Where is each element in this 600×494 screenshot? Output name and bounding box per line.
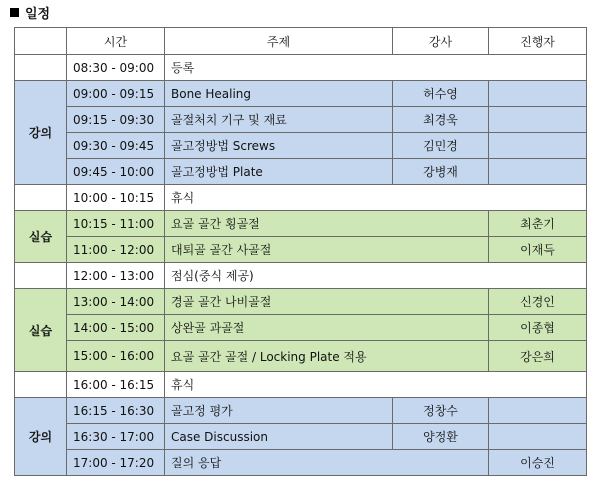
time-cell: 14:00 - 15:00	[67, 315, 165, 341]
category-cell: 강의	[15, 398, 67, 476]
table-row	[15, 372, 587, 398]
moderator-cell	[489, 81, 587, 107]
section-heading	[10, 2, 50, 22]
topic-cell: 골절처치 기구 및 재료	[165, 107, 393, 133]
category-blank	[15, 372, 67, 398]
topic-cell: 휴식	[165, 372, 587, 398]
topic-cell: 골고정방법 Screws	[165, 133, 393, 159]
time-cell: 10:15 - 11:00	[67, 211, 165, 237]
moderator-cell	[489, 424, 587, 450]
topic-cell: Bone Healing	[165, 81, 393, 107]
category-blank	[15, 55, 67, 81]
table-row	[15, 133, 587, 159]
topic-cell: 대퇴골 골간 사골절	[165, 237, 489, 263]
topic-cell: 골고정방법 Plate	[165, 159, 393, 185]
moderator-cell	[489, 107, 587, 133]
instructor-cell: 김민경	[393, 133, 489, 159]
category-cell: 강의	[15, 81, 67, 185]
header-blank	[15, 28, 67, 55]
category-blank	[15, 263, 67, 289]
section-title: 일정	[25, 6, 51, 22]
instructor-cell: 정창수	[393, 398, 489, 424]
moderator-cell	[489, 133, 587, 159]
time-cell: 11:00 - 12:00	[67, 237, 165, 263]
moderator-cell: 이승진	[489, 450, 587, 476]
category-blank	[15, 185, 67, 211]
topic-cell: 등록	[165, 55, 587, 81]
time-cell: 16:15 - 16:30	[67, 398, 165, 424]
instructor-cell: 허수영	[393, 81, 489, 107]
table-row	[15, 398, 587, 424]
table-row	[15, 55, 587, 81]
category-cell: 실습	[15, 289, 67, 372]
moderator-cell: 이재득	[489, 237, 587, 263]
table-row	[15, 237, 587, 263]
time-cell: 15:00 - 16:00	[67, 341, 165, 372]
header-moderator: 진행자	[489, 28, 587, 55]
header-time: 시간	[67, 28, 165, 55]
table-row	[15, 185, 587, 211]
topic-cell: 휴식	[165, 185, 587, 211]
table-row	[15, 424, 587, 450]
instructor-cell: 강병재	[393, 159, 489, 185]
time-cell: 09:30 - 09:45	[67, 133, 165, 159]
moderator-cell	[489, 159, 587, 185]
time-cell: 09:00 - 09:15	[67, 81, 165, 107]
table-row	[15, 159, 587, 185]
table-row	[15, 107, 587, 133]
moderator-cell: 이종협	[489, 315, 587, 341]
header-topic: 주제	[165, 28, 393, 55]
moderator-cell: 최춘기	[489, 211, 587, 237]
table-row	[15, 211, 587, 237]
table-row	[15, 289, 587, 315]
instructor-cell: 양정환	[393, 424, 489, 450]
topic-cell: 경골 골간 나비골절	[165, 289, 489, 315]
moderator-cell: 강은희	[489, 341, 587, 372]
time-cell: 17:00 - 17:20	[67, 450, 165, 476]
time-cell: 12:00 - 13:00	[67, 263, 165, 289]
table-row	[15, 315, 587, 341]
header-instructor: 강사	[393, 28, 489, 55]
topic-cell: 점심(중식 제공)	[165, 263, 587, 289]
topic-cell: Case Discussion	[165, 424, 393, 450]
topic-cell: 질의 응답	[165, 450, 489, 476]
table-row	[15, 341, 587, 372]
topic-cell: 상완골 과골절	[165, 315, 489, 341]
moderator-cell: 신경인	[489, 289, 587, 315]
topic-cell: 요골 골간 골절 / Locking Plate 적용	[165, 341, 489, 372]
square-bullet-icon	[10, 8, 19, 17]
time-cell: 10:00 - 10:15	[67, 185, 165, 211]
time-cell: 13:00 - 14:00	[67, 289, 165, 315]
instructor-cell: 최경욱	[393, 107, 489, 133]
category-cell: 실습	[15, 211, 67, 263]
table-row	[15, 263, 587, 289]
table-row	[15, 81, 587, 107]
topic-cell: 요골 골간 횡골절	[165, 211, 489, 237]
table-header-row	[15, 28, 587, 55]
time-cell: 09:15 - 09:30	[67, 107, 165, 133]
table-row	[15, 450, 587, 476]
time-cell: 08:30 - 09:00	[67, 55, 165, 81]
time-cell: 16:30 - 17:00	[67, 424, 165, 450]
moderator-cell	[489, 398, 587, 424]
time-cell: 16:00 - 16:15	[67, 372, 165, 398]
schedule-table	[14, 27, 587, 476]
topic-cell: 골고정 평가	[165, 398, 393, 424]
time-cell: 09:45 - 10:00	[67, 159, 165, 185]
